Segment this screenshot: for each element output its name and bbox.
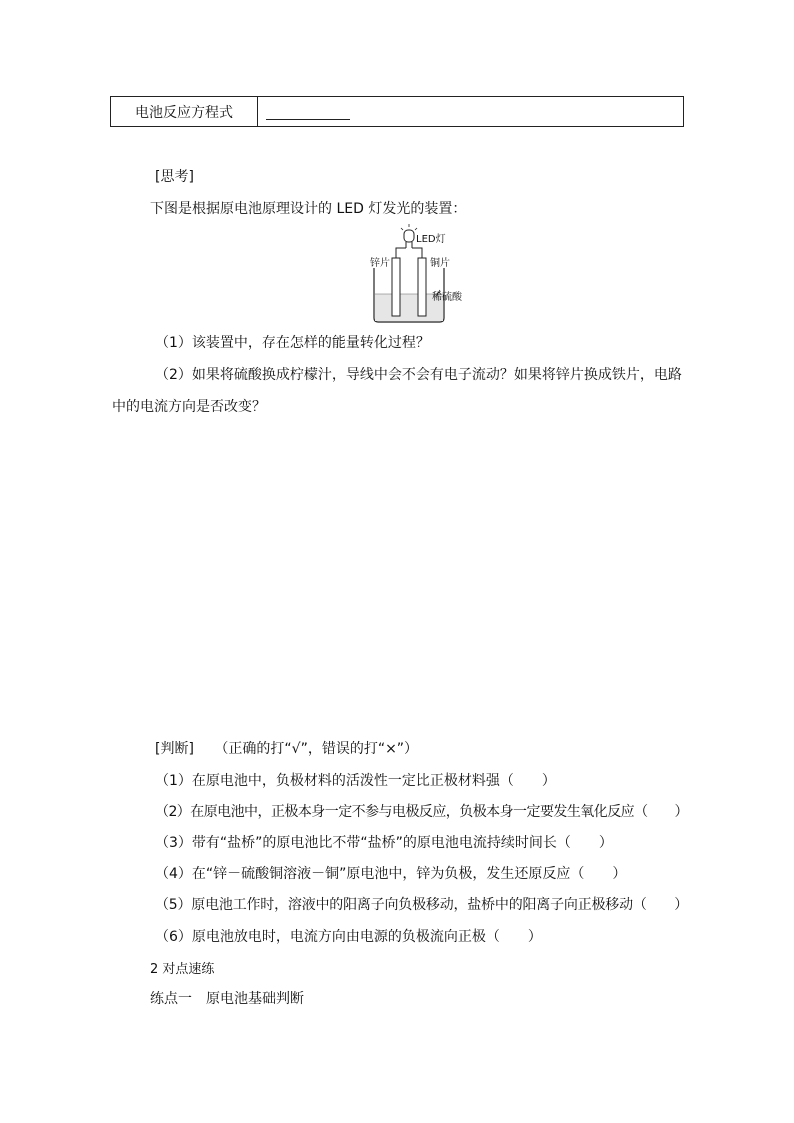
zinc-electrode (392, 258, 400, 316)
led-battery-figure (360, 222, 470, 326)
judge-item: （2）在原电池中，正极本身一定不参与电极反应，负极本身一定要发生氧化反应（ ） (155, 804, 688, 820)
think-intro: 下图是根据原电池原理设计的 LED 灯发光的装置： (150, 201, 467, 217)
judge-item: （5）原电池工作时，溶液中的阳离子向负极移动，盐桥中的阳离子向正极移动（ ） (155, 897, 689, 913)
right-wire (412, 248, 422, 258)
think-heading: [思考] (155, 169, 194, 185)
equation-answer-cell[interactable] (258, 97, 683, 126)
section-subtitle: 练点一 原电池基础判断 (150, 991, 304, 1007)
section-title: 2 对点速练 (150, 962, 215, 977)
question-1: （1）该装置中，存在怎样的能量转化过程？ (155, 335, 430, 351)
judge-item: （6）原电池放电时，电流方向由电源的负极流向正极（ ） (155, 929, 542, 945)
question-2-line2: 中的电流方向是否改变？ (112, 399, 266, 415)
led-bulb-icon (401, 224, 417, 248)
zinc-label: 锌片 (370, 258, 390, 269)
acid-label: 稀硫酸 (432, 292, 462, 303)
question-2-line1: （2）如果将硫酸换成柠檬汁，导线中会不会有电子流动？如果将锌片换成铁片，电路 (155, 367, 682, 383)
answer-blank-line[interactable] (266, 119, 350, 120)
judge-heading-label: [判断] (155, 741, 194, 757)
left-wire (396, 248, 406, 258)
judge-heading (155, 738, 418, 758)
led-label: LED灯 (416, 234, 446, 245)
copper-label: 铜片 (430, 258, 450, 269)
equation-label: 电池反应方程式 (111, 97, 258, 126)
judge-item: （1）在原电池中，负极材料的活泼性一定比正极材料强（ ） (155, 773, 556, 789)
judge-instruction: （正确的打“√”，错误的打“×”） (214, 741, 419, 757)
copper-electrode (418, 258, 426, 316)
judge-item: （3）带有“盐桥”的原电池比不带“盐桥”的原电池电流持续时间长（ ） (155, 835, 613, 851)
equation-table (110, 96, 684, 127)
judge-item: （4）在“锌－硫酸铜溶液－铜”原电池中，锌为负极，发生还原反应（ ） (155, 866, 627, 882)
